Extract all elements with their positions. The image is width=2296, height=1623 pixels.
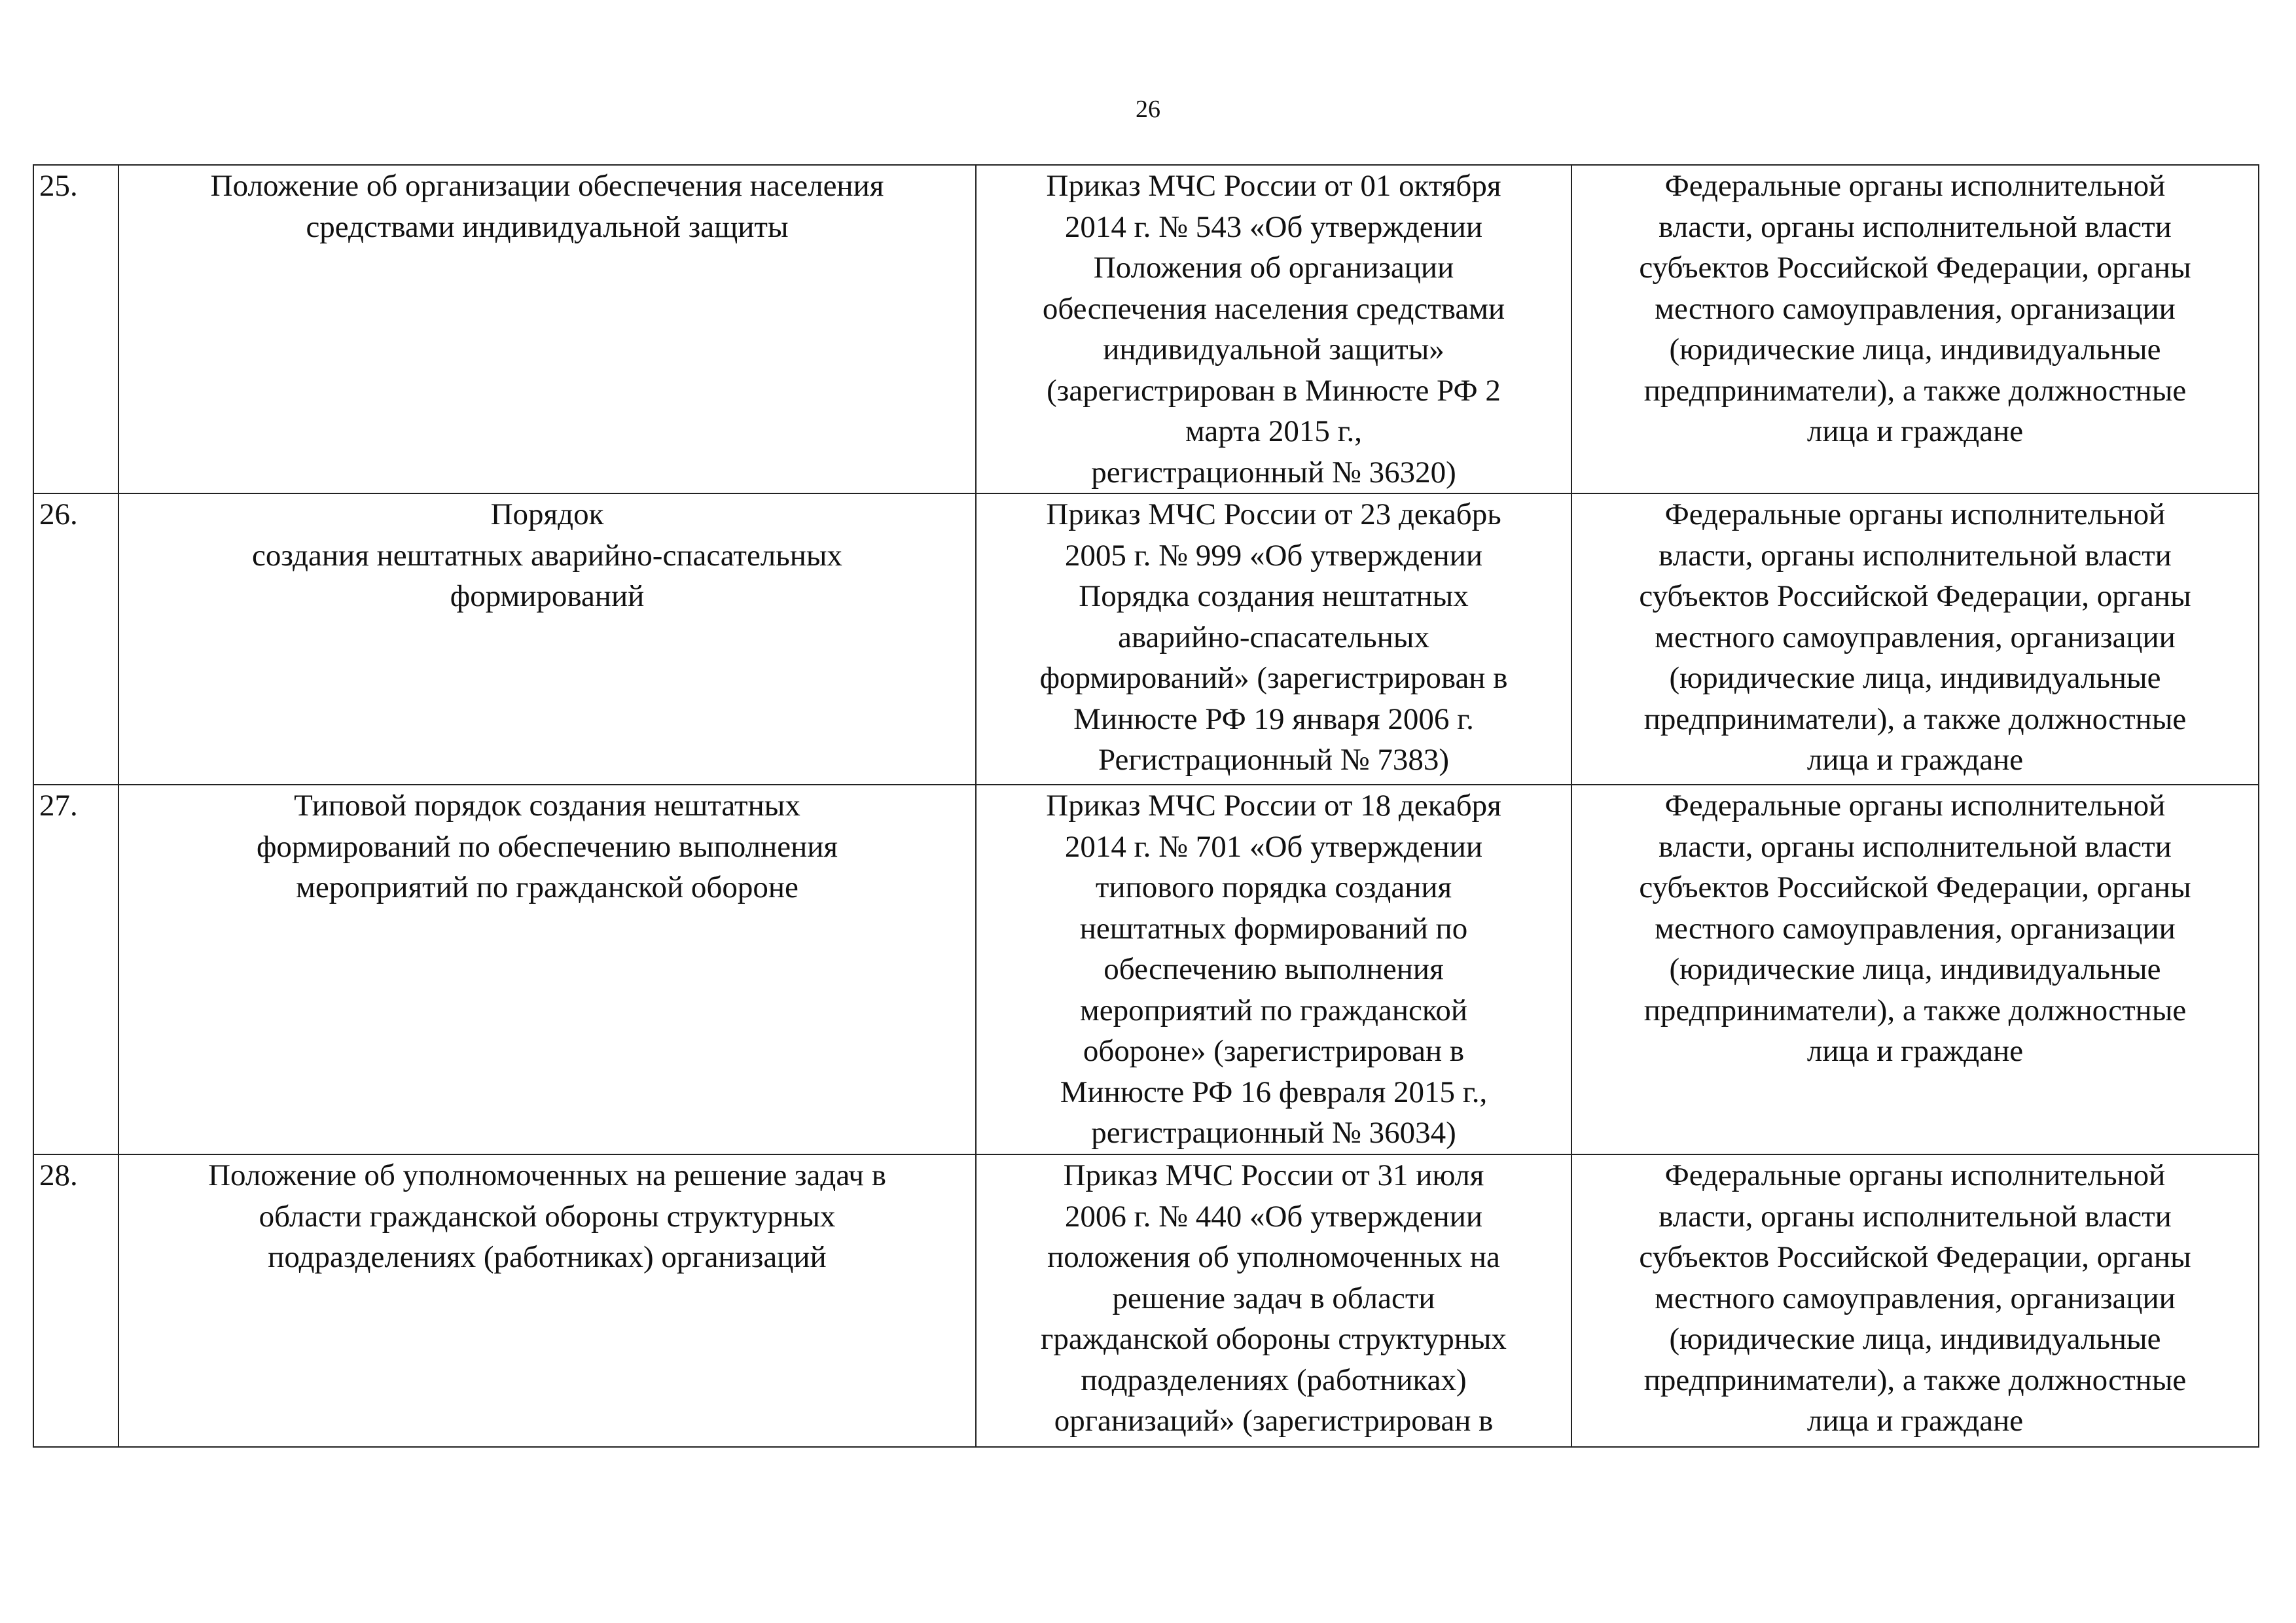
row-number: 25. bbox=[33, 165, 118, 493]
page-number: 26 bbox=[1136, 96, 1160, 123]
table-row bbox=[33, 785, 2259, 1154]
responsible-parties: Федеральные органы исполнительной власти, органы исполнительной власти субъектов Российской Федерации, органы местного самоуправления, организации (юридические лица, индивидуальные предприниматели), а также должностные лица и граждане bbox=[1571, 785, 2259, 1154]
table-row bbox=[33, 165, 2259, 493]
responsible-parties: Федеральные органы исполнительной власти, органы исполнительной власти субъектов Российской Федерации, органы местного самоуправления, организации (юридические лица, индивидуальные предприниматели), а также должностные лица и граждане bbox=[1571, 493, 2259, 785]
approving-act: Приказ МЧС России от 01 октября 2014 г. № 543 «Об утверждении Положения об организации обеспечения населения средствами индивидуальной защиты» (зарегистрирован в Минюсте РФ 2 марта 2015 г., регистрационный № 36320) bbox=[976, 165, 1571, 493]
row-number: 28. bbox=[33, 1154, 118, 1447]
approving-act: Приказ МЧС России от 23 декабрь 2005 г. № 999 «Об утверждении Порядка создания нештатных аварийно-спасательных формирований» (зарегистрирован в Минюсте РФ 19 января 2006 г. Регистрационный № 7383) bbox=[976, 493, 1571, 785]
row-number: 26. bbox=[33, 493, 118, 785]
row-number: 27. bbox=[33, 785, 118, 1154]
responsible-parties: Федеральные органы исполнительной власти, органы исполнительной власти субъектов Российской Федерации, органы местного самоуправления, организации (юридические лица, индивидуальные предприниматели), а также должностные лица и граждане bbox=[1571, 1154, 2259, 1447]
table-row bbox=[33, 493, 2259, 785]
document-name: Порядок создания нештатных аварийно-спасательных формирований bbox=[118, 493, 976, 785]
table-row bbox=[33, 1154, 2259, 1447]
approving-act: Приказ МЧС России от 18 декабря 2014 г. № 701 «Об утверждении типового порядка создания нештатных формирований по обеспечению выполнения мероприятий по гражданской обороне» (зарегистрирован в Минюсте РФ 16 февраля 2015 г., регистрационный № 36034) bbox=[976, 785, 1571, 1154]
approving-act: Приказ МЧС России от 31 июля 2006 г. № 440 «Об утверждении положения об уполномоченных на решение задач в области гражданской обороны структурных подразделениях (работниках) организаций» (зарегистрирован в bbox=[976, 1154, 1571, 1447]
document-name: Положение об организации обеспечения населения средствами индивидуальной защиты bbox=[118, 165, 976, 493]
responsible-parties: Федеральные органы исполнительной власти, органы исполнительной власти субъектов Российской Федерации, органы местного самоуправления, организации (юридические лица, индивидуальные предприниматели), а также должностные лица и граждане bbox=[1571, 165, 2259, 493]
document-name: Типовой порядок создания нештатных формирований по обеспечению выполнения мероприятий по гражданской обороне bbox=[118, 785, 976, 1154]
document-name: Положение об уполномоченных на решение задач в области гражданской обороны структурных подразделениях (работниках) организаций bbox=[118, 1154, 976, 1447]
regulations-table bbox=[33, 164, 2259, 1448]
